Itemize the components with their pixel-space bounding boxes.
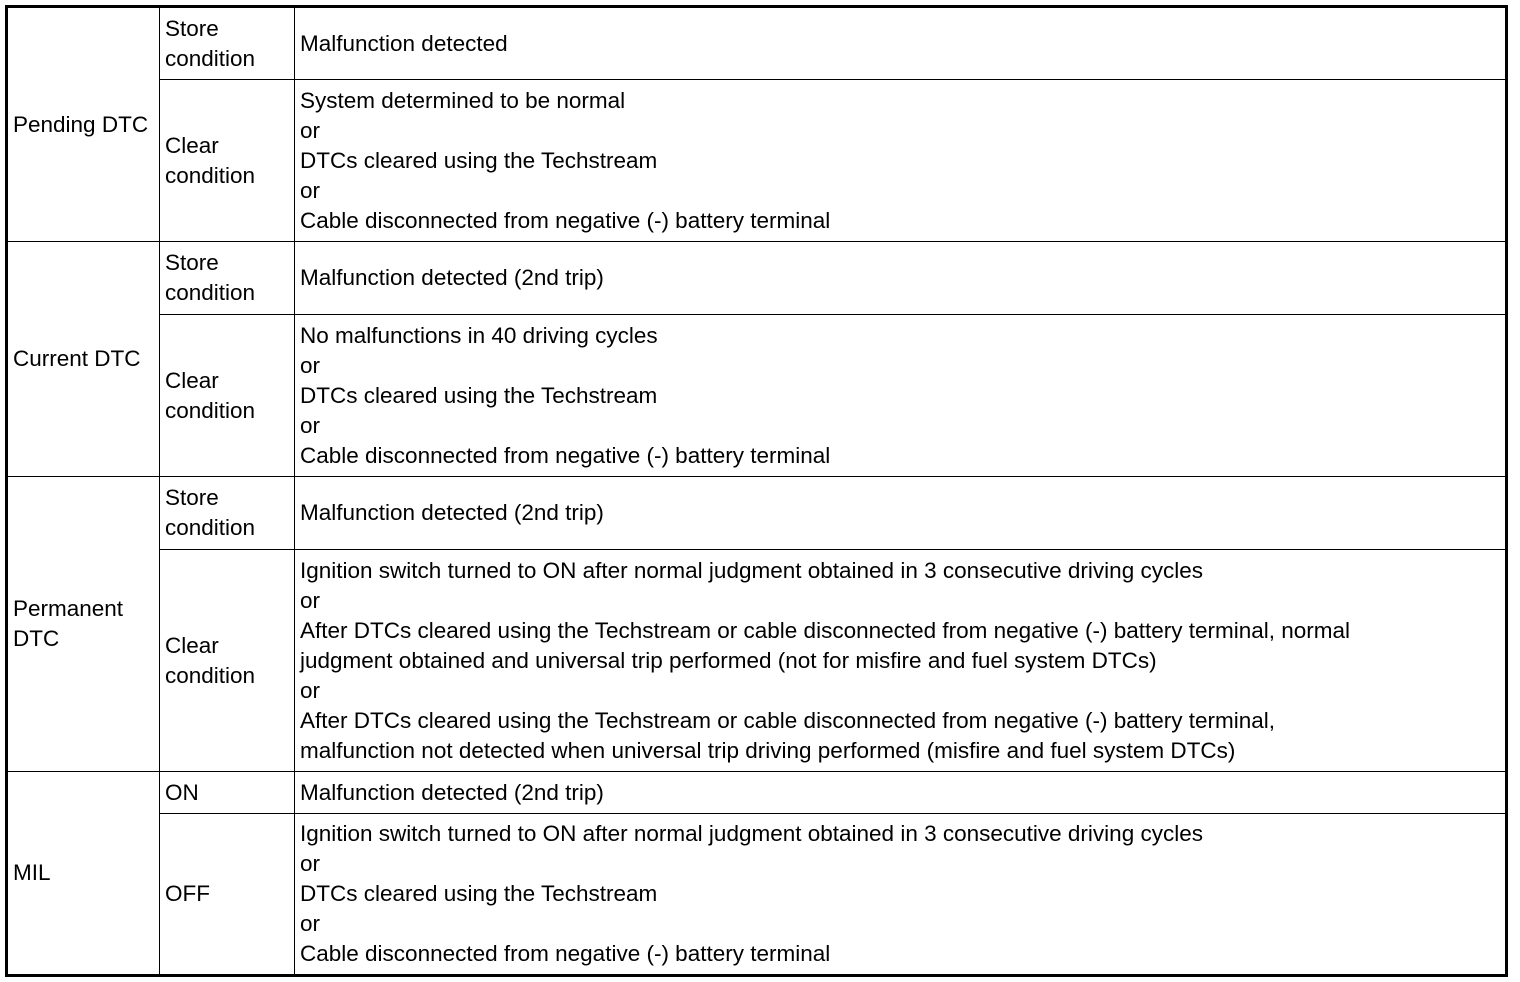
category-label: MIL	[13, 860, 51, 885]
detail-line: No malfunctions in 40 driving cycles	[300, 322, 658, 348]
condition-label: condition	[165, 162, 256, 188]
category-cell-permanent-dtc	[7, 477, 160, 772]
detail-line: DTCs cleared using the Techstream	[300, 147, 658, 173]
category-label: Pending DTC	[13, 111, 149, 137]
condition-label: condition	[165, 280, 256, 305]
detail-cell	[295, 550, 1507, 772]
table-row	[7, 477, 1507, 550]
condition-cell	[160, 477, 295, 550]
table-row	[7, 550, 1507, 772]
condition-label: condition	[165, 45, 256, 71]
category-label: DTC	[13, 626, 60, 651]
condition-label: condition	[165, 662, 256, 688]
detail-line: Malfunction detected	[300, 30, 508, 56]
category-label: Permanent	[13, 596, 124, 621]
condition-label: Store	[165, 250, 219, 275]
table-row	[7, 80, 1507, 242]
category-cell-pending-dtc	[7, 7, 160, 242]
detail-line: After DTCs cleared using the Techstream or cable disconnected from negative (-) battery terminal, normal	[300, 617, 1351, 643]
detail-line: DTCs cleared using the Techstream	[300, 881, 658, 906]
condition-label: Clear	[165, 632, 219, 658]
condition-cell	[160, 772, 295, 814]
table-row	[7, 814, 1507, 976]
condition-cell	[160, 315, 295, 477]
condition-label: Store	[165, 15, 219, 41]
detail-line: malfunction not detected when universal trip driving performed (misfire and fuel system DTCs)	[300, 737, 1236, 763]
condition-label: condition	[165, 515, 256, 540]
detail-line: or	[300, 851, 321, 876]
category-cell-mil	[7, 772, 160, 976]
detail-line: or	[300, 117, 321, 143]
detail-line: Cable disconnected from negative (-) battery terminal	[300, 941, 831, 966]
condition-cell	[160, 7, 295, 80]
detail-cell	[295, 315, 1507, 477]
detail-line: Malfunction detected (2nd trip)	[300, 779, 604, 805]
detail-line: or	[300, 412, 321, 438]
detail-cell	[295, 242, 1507, 315]
detail-line: After DTCs cleared using the Techstream or cable disconnected from negative (-) battery terminal,	[300, 707, 1276, 733]
category-cell-current-dtc	[7, 242, 160, 477]
table-row	[7, 242, 1507, 315]
table-row	[7, 7, 1507, 80]
condition-label: Clear	[165, 367, 219, 393]
condition-cell	[160, 814, 295, 976]
condition-label: ON	[165, 779, 199, 805]
detail-line: judgment obtained and universal trip performed (not for misfire and fuel system DTCs)	[300, 647, 1157, 673]
dtc-condition-table	[5, 5, 1508, 977]
detail-line: or	[300, 677, 321, 703]
detail-line: or	[300, 911, 321, 936]
detail-cell	[295, 814, 1507, 976]
detail-line: Ignition switch turned to ON after normal judgment obtained in 3 consecutive driving cycles	[300, 557, 1203, 583]
detail-cell	[295, 7, 1507, 80]
detail-cell	[295, 477, 1507, 550]
detail-cell	[295, 80, 1507, 242]
detail-line: or	[300, 587, 321, 613]
detail-line: Ignition switch turned to ON after normal judgment obtained in 3 consecutive driving cycles	[300, 821, 1203, 846]
condition-cell	[160, 242, 295, 315]
detail-line: or	[300, 352, 321, 378]
table-row	[7, 772, 1507, 814]
detail-line: or	[300, 177, 321, 203]
condition-label: condition	[165, 397, 256, 423]
category-label: Current DTC	[13, 346, 141, 371]
detail-cell	[295, 772, 1507, 814]
condition-label: OFF	[165, 881, 210, 906]
detail-line: System determined to be normal	[300, 87, 626, 113]
detail-line: DTCs cleared using the Techstream	[300, 382, 658, 408]
detail-line: Cable disconnected from negative (-) battery terminal	[300, 207, 831, 233]
condition-label: Store	[165, 485, 219, 510]
condition-cell	[160, 550, 295, 772]
detail-line: Malfunction detected (2nd trip)	[300, 265, 604, 290]
table-row	[7, 315, 1507, 477]
condition-label: Clear	[165, 132, 219, 158]
detail-line: Cable disconnected from negative (-) battery terminal	[300, 442, 831, 468]
condition-cell	[160, 80, 295, 242]
detail-line: Malfunction detected (2nd trip)	[300, 500, 604, 525]
